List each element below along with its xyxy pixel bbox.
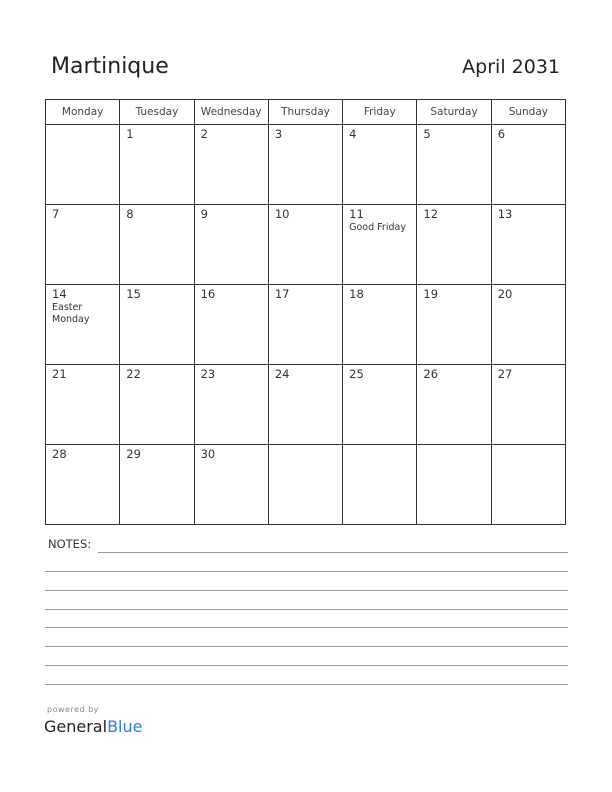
day-cell (120, 445, 194, 525)
day-cell (343, 205, 417, 285)
day-cell (194, 125, 268, 205)
weekday-header: Saturday (417, 100, 491, 125)
day-number: 7 (52, 207, 60, 221)
day-cell (120, 125, 194, 205)
day-number: 16 (200, 287, 216, 301)
day-number: 19 (423, 287, 439, 301)
notes-label: NOTES: (48, 537, 92, 551)
day-cell (417, 125, 491, 205)
day-cell (491, 445, 565, 525)
weekday-header: Friday (343, 100, 417, 125)
calendar-grid (45, 99, 566, 525)
notes-line (45, 665, 568, 666)
day-number: 4 (349, 127, 357, 141)
day-cell (417, 445, 491, 525)
notes-line (45, 571, 568, 572)
day-cell (343, 285, 417, 365)
notes-line (98, 552, 568, 553)
week-row (46, 445, 566, 525)
weekday-header: Tuesday (120, 100, 194, 125)
day-number: 22 (126, 367, 141, 381)
day-cell (417, 205, 491, 285)
notes-line (45, 627, 568, 628)
calendar-month: April 2031 (462, 56, 560, 78)
day-cell (46, 285, 120, 365)
day-cell (46, 205, 120, 285)
week-row (46, 285, 566, 365)
day-number: 26 (423, 367, 439, 381)
day-cell (120, 285, 194, 365)
day-cell (268, 125, 342, 205)
notes-line (45, 609, 568, 610)
notes-line (45, 684, 568, 685)
week-row (46, 365, 566, 445)
day-number: 2 (200, 127, 208, 141)
day-number: 6 (497, 127, 506, 141)
day-number: 9 (200, 207, 208, 221)
weekday-header-row (46, 100, 566, 125)
powered-by-text: powered by (47, 705, 99, 714)
day-cell (491, 365, 565, 445)
day-number: 28 (52, 447, 67, 461)
day-number: 25 (349, 367, 364, 381)
day-number: 17 (274, 287, 290, 301)
day-number: 3 (274, 127, 283, 141)
day-number: 8 (126, 207, 134, 221)
day-cell (194, 205, 268, 285)
calendar-title: Martinique (51, 54, 169, 79)
weekday-header: Sunday (491, 100, 565, 125)
day-number: 1 (126, 127, 134, 141)
holiday-label: Easter Monday (52, 302, 90, 325)
day-cell (491, 205, 565, 285)
weekday-header: Wednesday (194, 100, 268, 125)
day-number: 30 (200, 447, 216, 461)
day-cell (194, 285, 268, 365)
day-cell (343, 125, 417, 205)
day-number: 23 (200, 367, 216, 381)
day-number: 15 (126, 287, 141, 301)
day-number: 5 (423, 127, 431, 141)
day-number: 11 (349, 207, 364, 221)
day-cell (343, 445, 417, 525)
day-cell (46, 445, 120, 525)
day-cell (417, 285, 491, 365)
day-cell (268, 285, 342, 365)
notes-line (45, 590, 568, 591)
day-number: 10 (274, 207, 290, 221)
day-cell (417, 365, 491, 445)
day-cell (268, 445, 342, 525)
day-cell (46, 125, 120, 205)
day-number: 12 (423, 207, 439, 221)
brand-blue: Blue (107, 717, 143, 736)
week-row (46, 205, 566, 285)
day-cell (491, 125, 565, 205)
day-number: 18 (349, 287, 364, 301)
day-cell (120, 205, 194, 285)
day-number: 13 (497, 207, 513, 221)
day-cell (120, 365, 194, 445)
holiday-label: Good Friday (349, 222, 406, 233)
day-cell (194, 365, 268, 445)
day-cell (268, 205, 342, 285)
day-cell (268, 365, 342, 445)
week-row (46, 125, 566, 205)
day-number: 14 (52, 287, 67, 301)
brand-general: General (44, 717, 108, 736)
day-number: 24 (274, 367, 290, 381)
weekday-header: Thursday (268, 100, 342, 125)
day-number: 27 (497, 367, 513, 381)
generalblue-logo (44, 717, 142, 736)
weekday-header: Monday (46, 100, 120, 125)
day-number: 29 (126, 447, 141, 461)
day-cell (491, 285, 565, 365)
day-cell (194, 445, 268, 525)
day-cell (46, 365, 120, 445)
day-number: 21 (52, 367, 67, 381)
notes-line (45, 646, 568, 647)
day-cell (343, 365, 417, 445)
day-number: 20 (497, 287, 513, 301)
